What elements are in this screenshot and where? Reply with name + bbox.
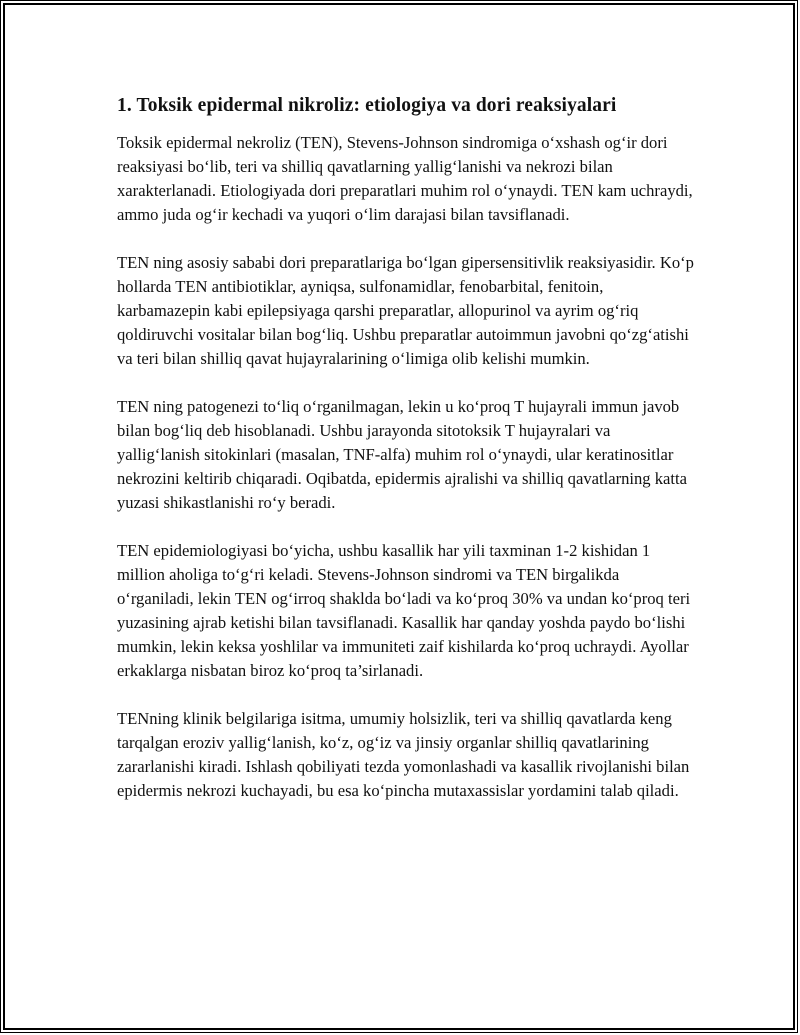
paragraph-causes: TEN ning asosiy sababi dori preparatlariga bo‘lgan gipersensitivlik reaksiyasidir. Ko‘p hollarda TEN antibiotiklar, ayniqsa, sulfonamidlar, fenobarbital, fenitoin, karbamazepin kabi epilepsiyaga qarshi preparatlar, allopurinol va ayrim og‘riq qoldiruvchi vositalar bilan bog‘liq. Ushbu preparatlar autoimmun javobni qo‘zg‘atishi va teri bilan shilliq qavat hujayralarining o‘limiga olib kelishi mumkin. (117, 253, 694, 368)
document-body (117, 93, 697, 827)
paragraph-epidemiology: TEN epidemiologiyasi bo‘yicha, ushbu kasallik har yili taxminan 1-2 kishidan 1 million aholiga to‘g‘ri keladi. Stevens-Johnson sindromi va TEN birgalikda o‘rganiladi, lekin TEN og‘irroq shaklda bo‘ladi va ko‘proq 30% va undan ko‘proq teri yuzasining ajrab ketishi bilan tavsiflanadi. Kasallik har qanday yoshda paydo bo‘lishi mumkin, lekin keksa yoshlilar va immuniteti zaif kishilarda ko‘proq uchraydi. Ayollar erkaklarga nisbatan biroz ko‘proq ta’sirlanadi. (117, 541, 691, 680)
paragraph-pathogenesis: TEN ning patogenezi to‘liq o‘rganilmagan, lekin u ko‘proq T hujayrali immun javob bilan bog‘liq deb hisoblanadi. Ushbu jarayonda sitotoksik T hujayralari va yallig‘lanish sitokinlari (masalan, TNF-alfa) muhim rol o‘ynaydi, ular keratinositlar nekrozini keltirib chiqaradi. Oqibatda, epidermis ajralishi va shilliq qavatlarning katta yuzasi shikastlanishi ro‘y beradi. (117, 397, 688, 512)
section-heading: 1. Toksik epidermal nikroliz: etiologiya va dori reaksiyalari (117, 95, 617, 116)
paragraph-clinical-signs: TENning klinik belgilariga isitma, umumiy holsizlik, teri va shilliq qavatlarda keng tarqalgan eroziv yallig‘lanish, ko‘z, og‘iz va jinsiy organlar shilliq qavatlarining zararlanishi kiradi. Ishlash qobiliyati tezda yomonlashadi va kasallik rivojlanishi bilan epidermis nekrozi kuchayadi, bu esa ko‘pincha mutaxassislar yordamini talab qiladi. (117, 709, 690, 800)
paragraph-intro: Toksik epidermal nekroliz (TEN), Stevens-Johnson sindromiga o‘xshash og‘ir dori reaksiyasi bo‘lib, teri va shilliq qavatlarning yallig‘lanishi va nekrozi bilan xarakterlanadi. Etiologiyada dori preparatlari muhim rol o‘ynaydi. TEN kam uchraydi, ammo juda og‘ir kechadi va yuqori o‘lim darajasi bilan tavsiflanadi. (117, 133, 693, 224)
